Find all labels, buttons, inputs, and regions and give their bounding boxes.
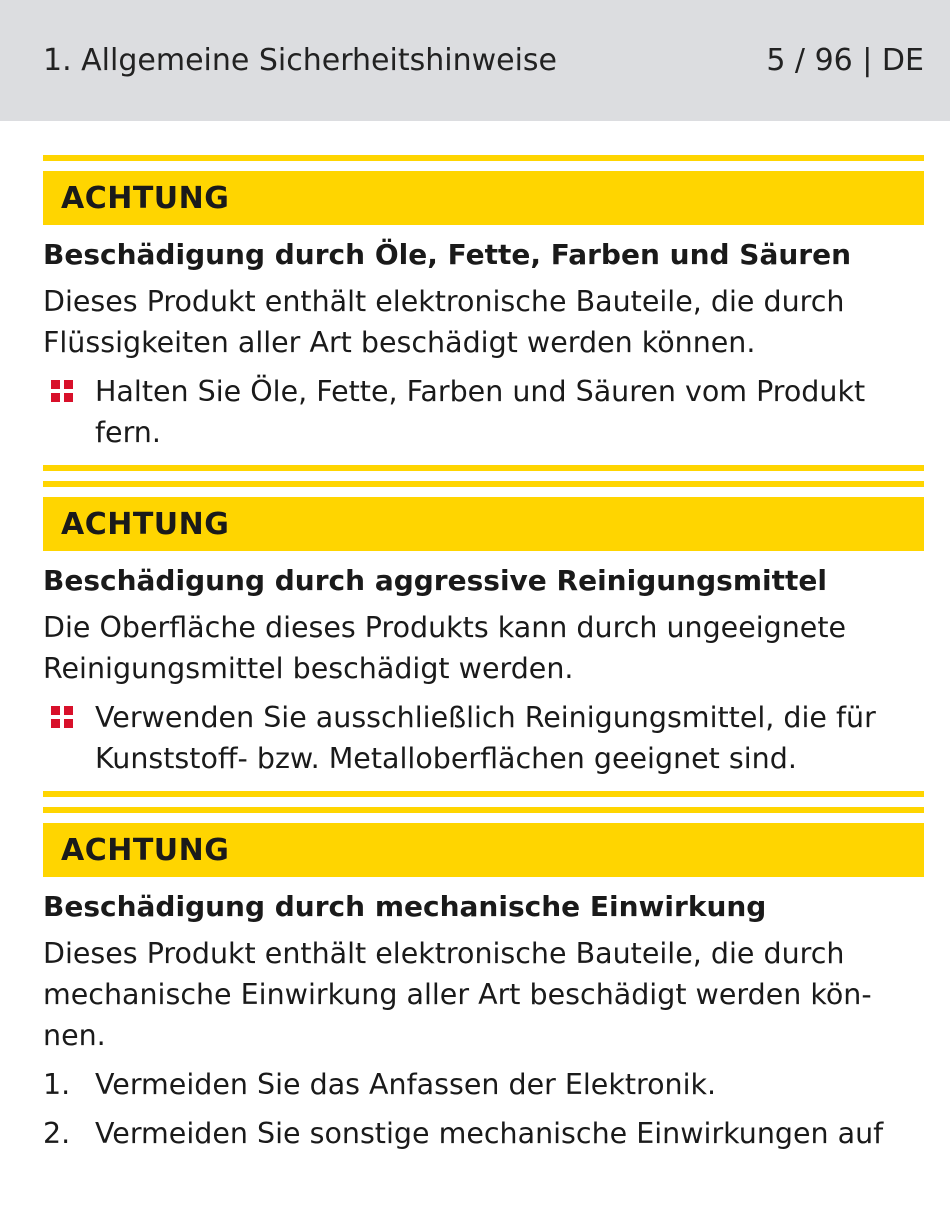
notice-bottom-rule (43, 465, 924, 471)
notice-top-rule (43, 155, 924, 161)
step-text: Vermeiden Sie sonstige mechanische Einwirkungen auf (95, 1117, 884, 1150)
page-header (0, 0, 950, 121)
notice-bullet (43, 697, 924, 779)
section-title: 1. Allgemeine Sicherheitshinweise (43, 43, 557, 78)
page-content (0, 155, 950, 1154)
notice-title: Beschädigung durch mechanische Einwirkung (43, 890, 767, 923)
step-item (43, 1064, 924, 1105)
bullet-text: Halten Sie Öle, Fette, Farben und Säuren vom Produkt fern. (95, 375, 866, 449)
notice-bullet (43, 371, 924, 453)
notice-banner: ACHTUNG (43, 823, 924, 877)
notice-oils (43, 155, 924, 471)
notice-bottom-rule (43, 791, 924, 797)
step-item (43, 1113, 924, 1154)
notice-body: Dieses Produkt enthält elektronische Bauteile, die durch mechanische Einwirkung aller Art beschädigt werden kön-nen. (43, 937, 872, 1052)
step-number: 2. (43, 1117, 71, 1150)
notice-mechanical (43, 807, 924, 1154)
notice-banner: ACHTUNG (43, 171, 924, 225)
red-square-grid-icon (51, 706, 73, 728)
step-text: Vermeiden Sie das Anfassen der Elektronik. (95, 1068, 717, 1101)
notice-body: Die Oberfläche dieses Produkts kann durch ungeeignete Reinigungsmittel beschädigt werden. (43, 611, 847, 685)
notice-banner: ACHTUNG (43, 497, 924, 551)
bullet-text: Verwenden Sie ausschließlich Reinigungsmittel, die für Kunststoff- bzw. Metalloberflächen geeignet sind. (95, 701, 876, 775)
notice-title: Beschädigung durch Öle, Fette, Farben und Säuren (43, 238, 852, 271)
page-number: 5 / 96 | DE (766, 43, 924, 78)
notice-cleaners (43, 481, 924, 797)
notice-top-rule (43, 807, 924, 813)
step-number: 1. (43, 1068, 71, 1101)
notice-top-rule (43, 481, 924, 487)
red-square-grid-icon (51, 380, 73, 402)
notice-title: Beschädigung durch aggressive Reinigungsmittel (43, 564, 827, 597)
notice-body: Dieses Produkt enthält elektronische Bauteile, die durch Flüssigkeiten aller Art beschädigt werden können. (43, 285, 845, 359)
